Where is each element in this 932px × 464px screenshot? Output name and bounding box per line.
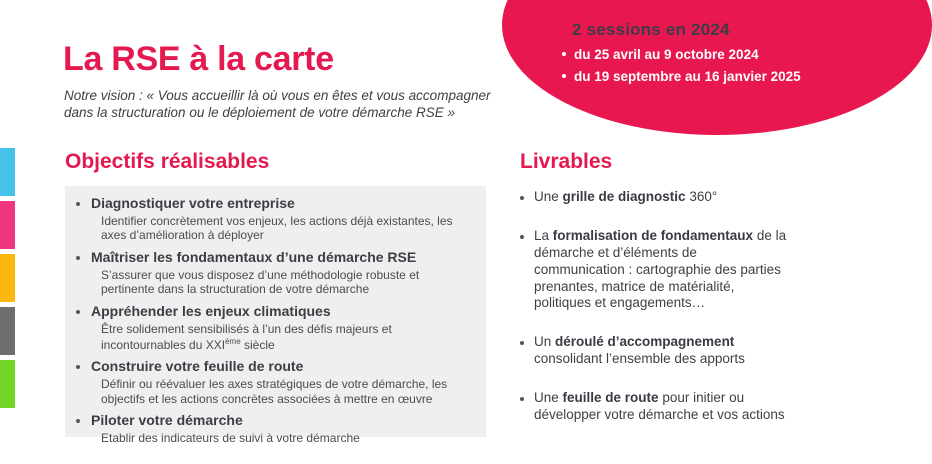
objectif-description: S’assurer que vous disposez d’une méthodologie robuste et pertinente dans la structuration de votre démarche bbox=[101, 267, 420, 297]
objectif-title: Construire votre feuille de route bbox=[91, 358, 304, 375]
livrable-text-pre: Un bbox=[534, 334, 556, 350]
livrable-text-post: de la démarche et d’éléments de communication : cartographie des parties prenantes, matrice de matérialité, politiques et engagements… bbox=[534, 227, 787, 311]
livrable-text bbox=[534, 228, 788, 312]
livrable-text-pre: Une bbox=[534, 390, 563, 405]
color-bar-green bbox=[0, 360, 15, 408]
livrable-text-pre: Une bbox=[534, 189, 563, 204]
list-item bbox=[520, 228, 810, 312]
color-bar-cyan bbox=[0, 148, 15, 196]
badge-date-1-text: du 25 avril au 9 octobre 2024 bbox=[574, 47, 759, 62]
list-item bbox=[76, 358, 472, 406]
bullet-icon bbox=[562, 52, 566, 56]
livrable-text-bold: feuille de route bbox=[562, 390, 659, 405]
badge-date-list bbox=[562, 47, 818, 84]
bullet-icon bbox=[520, 196, 524, 200]
objectif-description-text: Être solidement sensibilisés à l’un des défis majeurs et incontournables du XXI bbox=[101, 321, 392, 352]
badge-date-1 bbox=[562, 47, 818, 63]
list-item bbox=[520, 189, 810, 206]
livrable-text bbox=[534, 189, 717, 206]
objectif-title: Appréhender les enjeux climatiques bbox=[91, 303, 331, 320]
objectif-description: Etablir des indicateurs de suivi à votre démarche bbox=[101, 430, 360, 445]
objectif-description bbox=[101, 322, 472, 352]
livrable-text-post: 360° bbox=[685, 189, 718, 204]
page-title: La RSE à la carte bbox=[63, 40, 334, 78]
sessions-badge bbox=[562, 20, 818, 90]
livrable-text-bold: grille de diagnostic bbox=[562, 189, 686, 204]
objectif-title: Piloter votre démarche bbox=[91, 412, 243, 429]
color-bar-gray bbox=[0, 307, 15, 355]
bullet-icon bbox=[520, 397, 524, 401]
color-bar-pink bbox=[0, 201, 15, 249]
livrable-text bbox=[534, 390, 788, 424]
objectifs-panel bbox=[65, 186, 486, 445]
objectif-description: Définir ou réévaluer les axes stratégiques de votre démarche, les objectifs et les actions concrètes associées à mettre en œuvre bbox=[101, 376, 448, 406]
badge-title: 2 sessions en 2024 bbox=[572, 20, 730, 39]
objectif-description-text: siècle bbox=[240, 337, 275, 352]
livrable-text bbox=[534, 334, 788, 368]
bullet-icon bbox=[76, 256, 80, 260]
list-item bbox=[76, 195, 472, 243]
objectif-title: Maîtriser les fondamentaux d’une démarche RSE bbox=[91, 249, 417, 266]
color-bar-orange bbox=[0, 254, 15, 302]
livrable-text-post: consolidant l’ensemble des apports bbox=[534, 351, 745, 367]
list-item bbox=[76, 412, 472, 445]
livrables-heading: Livrables bbox=[520, 150, 613, 173]
bullet-icon bbox=[76, 202, 80, 206]
bullet-icon bbox=[76, 365, 80, 369]
objectif-title: Diagnostiquer votre entreprise bbox=[91, 195, 295, 211]
bullet-icon bbox=[520, 341, 524, 345]
livrables-list bbox=[520, 189, 810, 446]
objectifs-heading: Objectifs réalisables bbox=[65, 150, 270, 173]
bullet-icon bbox=[76, 419, 80, 423]
color-bars bbox=[0, 148, 15, 408]
badge-date-2 bbox=[562, 69, 818, 85]
livrable-text-post: pour initier ou développer votre démarche et vos actions bbox=[534, 390, 785, 422]
list-item bbox=[76, 249, 472, 297]
bullet-icon bbox=[76, 310, 80, 314]
bullet-icon bbox=[562, 74, 566, 78]
list-item bbox=[520, 390, 810, 424]
superscript-text: ème bbox=[225, 336, 241, 346]
livrable-text-bold: déroulé d’accompagnement bbox=[555, 334, 735, 350]
slide-subtitle: Notre vision : « Vous accueillir là où vous en êtes et vous accompagner dans la structuration ou le déploiement de votre démarche RSE » bbox=[64, 88, 491, 121]
list-item bbox=[520, 334, 810, 368]
livrable-text-pre: La bbox=[534, 227, 553, 243]
bullet-icon bbox=[520, 235, 524, 239]
objectif-description: Identifier concrètement vos enjeux, les actions déjà existantes, les axes d’amélioration à déployer bbox=[101, 213, 453, 243]
list-item bbox=[76, 303, 472, 352]
badge-date-2-text: du 19 septembre au 16 janvier 2025 bbox=[574, 68, 801, 84]
livrable-text-bold: formalisation de fondamentaux bbox=[552, 227, 754, 243]
